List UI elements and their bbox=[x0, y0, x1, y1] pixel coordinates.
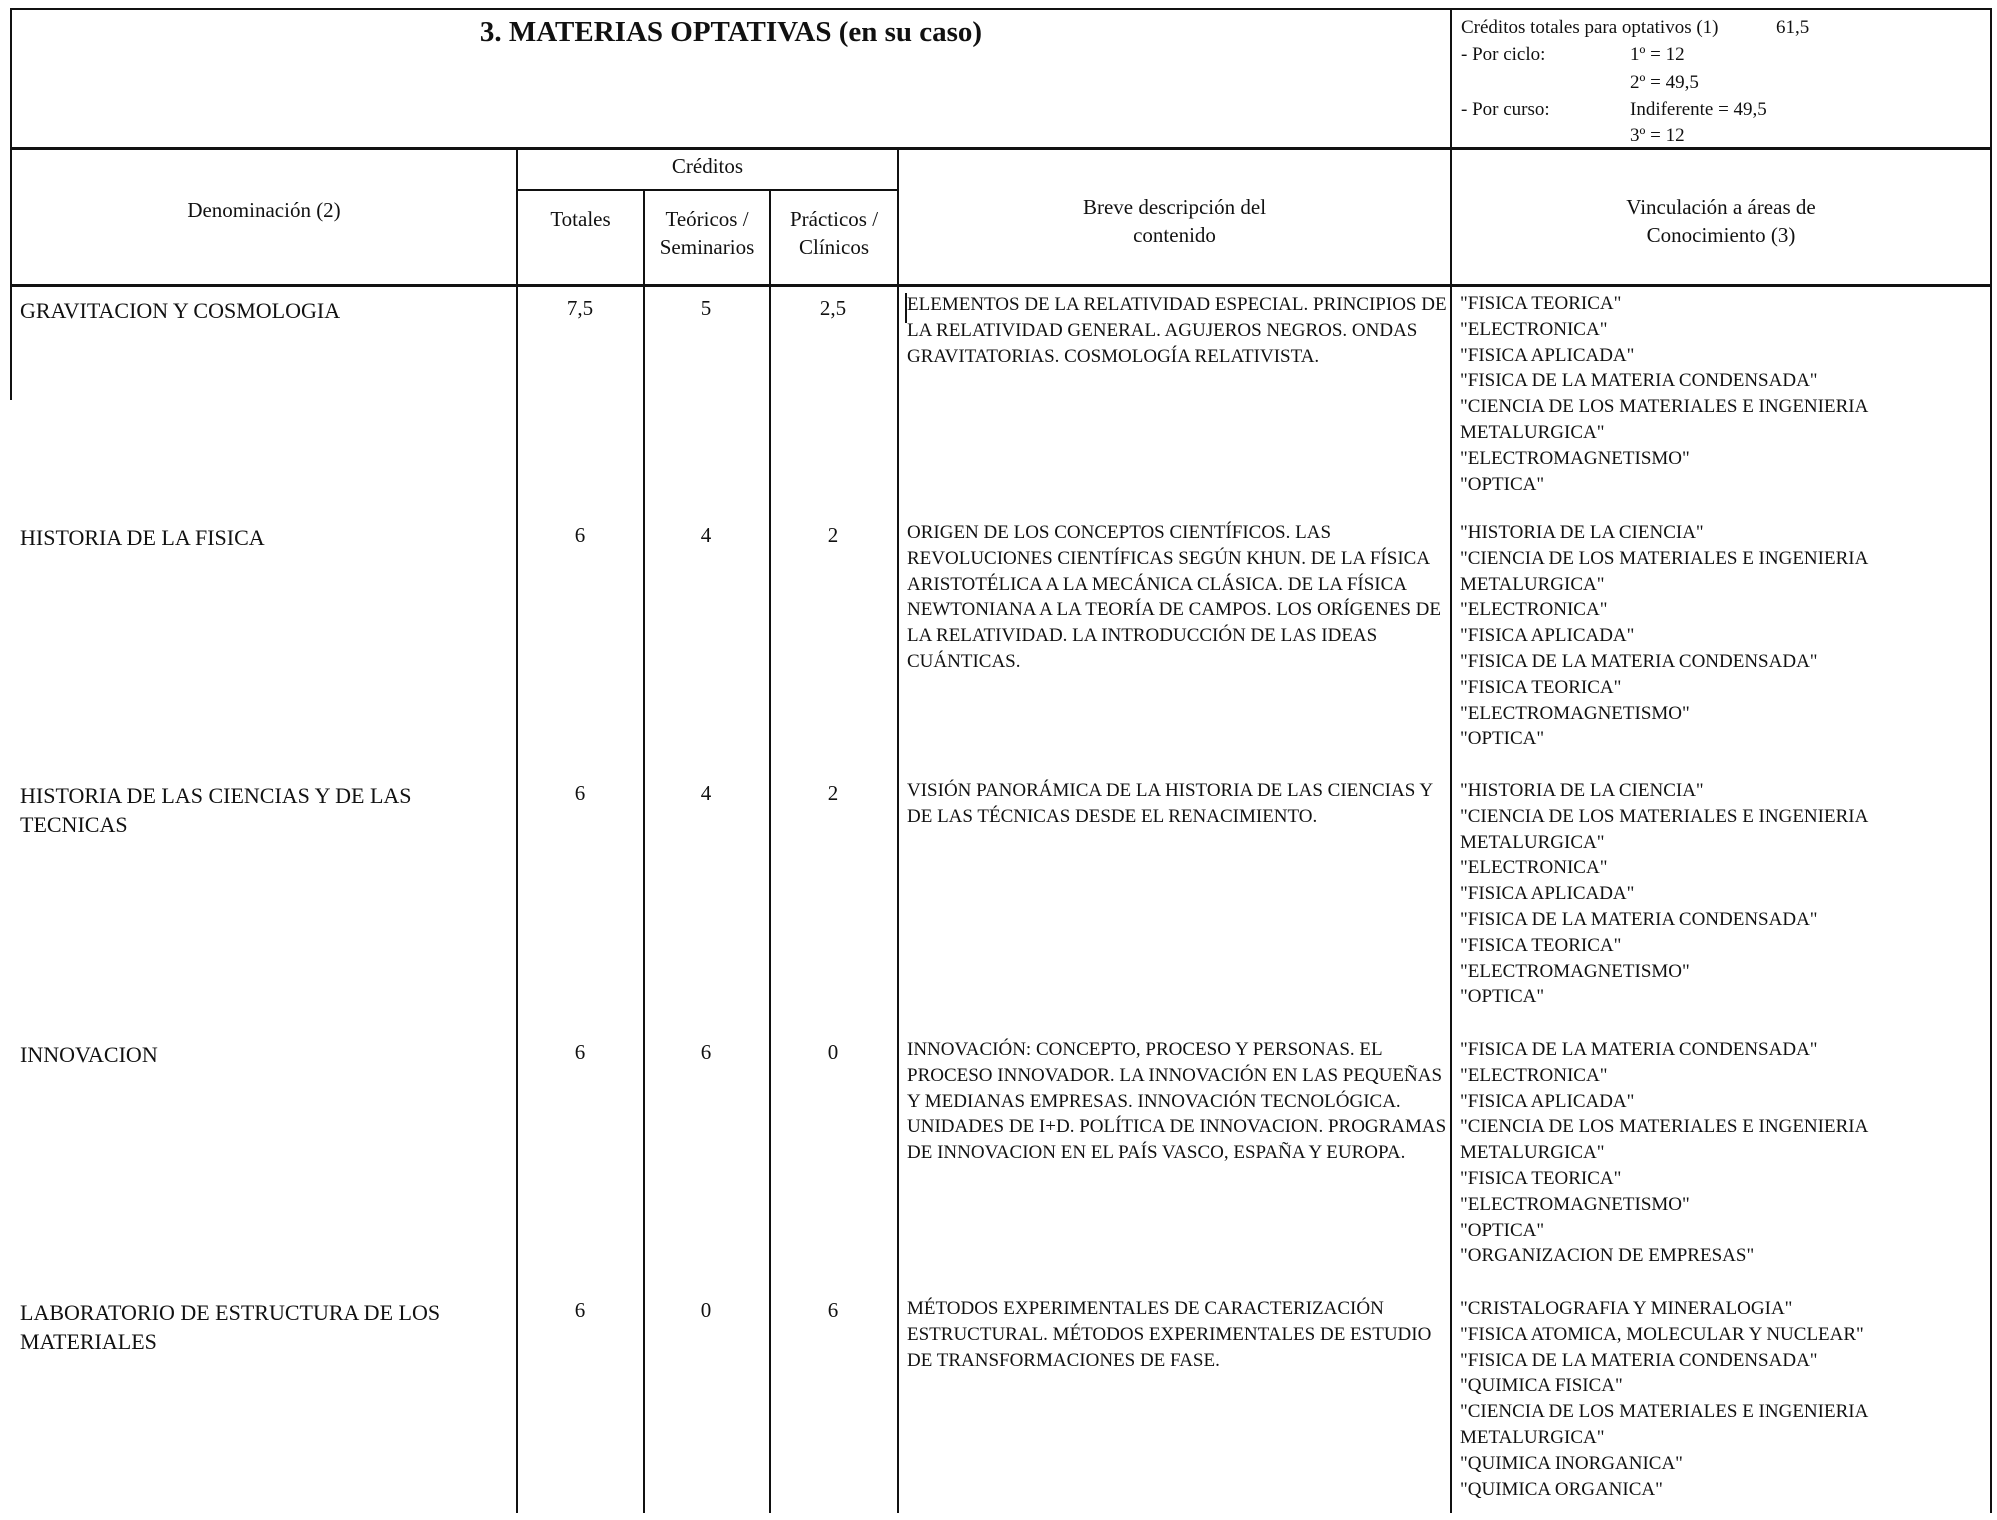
row-5-totales: 6 bbox=[574, 1298, 586, 1322]
row-4-area: "ELECTRONICA" bbox=[1460, 1064, 1608, 1086]
row-2-area: "FISICA APLICADA" bbox=[1460, 625, 1635, 647]
creditos-sub-rule bbox=[516, 189, 899, 191]
row-1-area: "OPTICA" bbox=[1460, 473, 1545, 495]
header-practicos-line2: Clínicos bbox=[798, 235, 869, 259]
row-3-area: "ELECTRONICA" bbox=[1460, 857, 1608, 879]
row-3-practicos: 2 bbox=[827, 781, 839, 805]
frame-top bbox=[10, 8, 1992, 10]
row-5-area: "CRISTALOGRAFIA Y MINERALOGIA" bbox=[1460, 1298, 1793, 1319]
credits-ciclo-1: 1º = 12 bbox=[1630, 44, 1685, 65]
frame-left-lower bbox=[10, 285, 12, 400]
row-2-area: "OPTICA" bbox=[1460, 728, 1545, 750]
row-2-area: "HISTORIA DE LA CIENCIA" bbox=[1460, 522, 1704, 543]
header-totales: Totales bbox=[550, 207, 611, 231]
row-4-totales: 6 bbox=[574, 1040, 586, 1064]
row-4-area: "OPTICA" bbox=[1460, 1219, 1545, 1241]
col-line-2 bbox=[643, 189, 645, 1513]
row-2-area: "CIENCIA DE LOS MATERIALES E INGENIERIA METALURGICA" bbox=[1460, 547, 1868, 595]
row-2-area: "FISICA TEORICA" bbox=[1460, 676, 1622, 698]
row-1-area: "FISICA TEORICA" bbox=[1460, 293, 1622, 314]
row-3-teoricos: 4 bbox=[700, 781, 712, 805]
row-1-totales: 7,5 bbox=[566, 296, 594, 320]
row-3-area: "HISTORIA DE LA CIENCIA" bbox=[1460, 780, 1704, 801]
header-practicos bbox=[771, 205, 897, 261]
row-4-area: "ORGANIZACION DE EMPRESAS" bbox=[1460, 1245, 1755, 1267]
row-4-description: INNOVACIÓN: CONCEPTO, PROCESO Y PERSONAS. EL PROCESO INNOVADOR. LA INNOVACIÓN EN LAS PEQUEÑAS Y MEDIANAS EMPRESAS. INNOVACIÓN TECNOLÓGICA. UNIDADES DE I+D. POLÍTICA DE INNOVACION. PROGRAMAS DE INNOVACION EN EL PAÍS VASCO, ESPAÑA Y EUROPA. bbox=[907, 1039, 1447, 1164]
row-3-area: "FISICA DE LA MATERIA CONDENSADA" bbox=[1460, 908, 1818, 930]
row-3-area: "FISICA APLICADA" bbox=[1460, 883, 1635, 905]
row-5-name: LABORATORIO DE ESTRUCTURA DE LOS MATERIALES bbox=[20, 1300, 441, 1354]
row-1-area: "CIENCIA DE LOS MATERIALES E INGENIERIA METALURGICA" bbox=[1460, 396, 1868, 443]
page-title: 3. MATERIAS OPTATIVAS (en su caso) bbox=[479, 16, 983, 48]
row-1-practicos: 2,5 bbox=[819, 296, 847, 320]
row-4-areas bbox=[1460, 1037, 1990, 1269]
header-teoricos-line1: Teóricos / bbox=[665, 207, 749, 231]
row-5-area: "FISICA DE LA MATERIA CONDENSADA" bbox=[1460, 1349, 1818, 1371]
row-2-name: HISTORIA DE LA FISICA bbox=[20, 525, 265, 550]
credits-total-label: Créditos totales para optativos (1) bbox=[1461, 17, 1719, 38]
credits-total-value: 61,5 bbox=[1776, 17, 1810, 38]
row-2-areas bbox=[1460, 520, 1990, 752]
row-4-area: "CIENCIA DE LOS MATERIALES E INGENIERIA METALURGICA" bbox=[1460, 1116, 1868, 1164]
row-1-areas bbox=[1460, 291, 1990, 497]
row-1-area: "ELECTROMAGNETISMO" bbox=[1460, 447, 1690, 469]
row-4-teoricos: 6 bbox=[700, 1040, 712, 1064]
header-descripcion-line2: contenido bbox=[1133, 223, 1216, 247]
header-creditos: Créditos bbox=[671, 154, 744, 178]
row-1-teoricos: 5 bbox=[700, 296, 712, 320]
row-4-area: "ELECTROMAGNETISMO" bbox=[1460, 1193, 1690, 1215]
row-1-area: "ELECTRONICA" bbox=[1460, 318, 1608, 340]
row-5-area: "FISICA ATOMICA, MOLECULAR Y NUCLEAR" bbox=[1460, 1323, 1864, 1345]
row-3-name: HISTORIA DE LAS CIENCIAS Y DE LAS TECNICAS bbox=[20, 783, 412, 837]
header-practicos-line1: Prácticos / bbox=[789, 207, 879, 231]
row-4-practicos: 0 bbox=[827, 1040, 839, 1064]
credits-ciclo-2: 2º = 49,5 bbox=[1630, 72, 1699, 93]
row-2-totales: 6 bbox=[574, 523, 586, 547]
row-3-area: "CIENCIA DE LOS MATERIALES E INGENIERIA METALURGICA" bbox=[1460, 805, 1868, 853]
row-2-area: "ELECTROMAGNETISMO" bbox=[1460, 702, 1690, 724]
row-1-area: "FISICA APLICADA" bbox=[1460, 344, 1635, 366]
row-5-teoricos: 0 bbox=[700, 1298, 712, 1322]
header-descripcion-line1: Breve descripción del bbox=[1082, 195, 1267, 219]
credits-curso-label: - Por curso: bbox=[1461, 99, 1550, 120]
row-3-areas bbox=[1460, 778, 1990, 1010]
row-3-description: VISIÓN PANORÁMICA DE LA HISTORIA DE LAS CIENCIAS Y DE LAS TÉCNICAS DESDE EL RENACIMIENTO. bbox=[907, 780, 1433, 827]
row-4-name: INNOVACION bbox=[20, 1042, 158, 1067]
header-descripcion bbox=[899, 193, 1450, 249]
header-vinculacion-line1: Vinculación a áreas de bbox=[1626, 195, 1816, 219]
row-5-area: "CIENCIA DE LOS MATERIALES E INGENIERIA METALURGICA" bbox=[1460, 1401, 1868, 1448]
row-1-description: ELEMENTOS DE LA RELATIVIDAD ESPECIAL. PRINCIPIOS DE LA RELATIVIDAD GENERAL. AGUJEROS NEGROS. ONDAS GRAVITATORIAS. COSMOLOGÍA RELATIVISTA. bbox=[907, 294, 1447, 367]
row-5-area: "QUIMICA INORGANICA" bbox=[1460, 1452, 1683, 1474]
credits-curso-indiferente: Indiferente = 49,5 bbox=[1630, 99, 1767, 120]
row-3-area: "FISICA TEORICA" bbox=[1460, 934, 1622, 956]
row-4-area: "FISICA APLICADA" bbox=[1460, 1090, 1635, 1112]
row-5-area: "QUIMICA ORGANICA" bbox=[1460, 1478, 1663, 1500]
col-line-3 bbox=[769, 189, 771, 1513]
row-3-area: "OPTICA" bbox=[1460, 986, 1545, 1008]
row-2-teoricos: 4 bbox=[700, 523, 712, 547]
frame-right bbox=[1990, 8, 1992, 1513]
title-bottom-rule bbox=[10, 147, 1992, 150]
row-2-description: ORIGEN DE LOS CONCEPTOS CIENTÍFICOS. LAS REVOLUCIONES CIENTÍFICAS SEGÚN KHUN. DE LA FÍSICA ARISTOTÉLICA A LA MECÁNICA CLÁSICA. DE LA FÍSICA NEWTONIANA A LA TEORÍA DE CAMPOS. LOS ORÍGENES DE LA RELATIVIDAD. LA INTRODUCCIÓN DE LAS IDEAS CUÁNTICAS. bbox=[907, 522, 1441, 672]
credits-curso-3: 3º = 12 bbox=[1630, 125, 1685, 146]
header-vinculacion bbox=[1452, 193, 1990, 249]
row-5-areas bbox=[1460, 1296, 1990, 1502]
row-2-practicos: 2 bbox=[827, 523, 839, 547]
row-3-area: "ELECTROMAGNETISMO" bbox=[1460, 960, 1690, 982]
row-2-area: "ELECTRONICA" bbox=[1460, 599, 1608, 621]
row-4-area: "FISICA DE LA MATERIA CONDENSADA" bbox=[1460, 1039, 1818, 1060]
row-3-totales: 6 bbox=[574, 781, 586, 805]
row-1-name: GRAVITACION Y COSMOLOGIA bbox=[20, 298, 341, 323]
col-line-1 bbox=[516, 148, 518, 1513]
row-5-practicos: 6 bbox=[827, 1298, 839, 1322]
header-denominacion: Denominación (2) bbox=[187, 198, 341, 222]
row-2-area: "FISICA DE LA MATERIA CONDENSADA" bbox=[1460, 650, 1818, 672]
header-teoricos bbox=[645, 205, 769, 261]
header-bottom-rule bbox=[10, 284, 1992, 287]
header-vinculacion-line2: Conocimiento (3) bbox=[1646, 223, 1796, 247]
row-1-area: "FISICA DE LA MATERIA CONDENSADA" bbox=[1460, 370, 1818, 392]
row-4-area: "FISICA TEORICA" bbox=[1460, 1167, 1622, 1189]
credits-ciclo-label: - Por ciclo: bbox=[1461, 44, 1546, 65]
row-5-description: MÉTODOS EXPERIMENTALES DE CARACTERIZACIÓN ESTRUCTURAL. MÉTODOS EXPERIMENTALES DE ESTUDIO DE TRANSFORMACIONES DE FASE. bbox=[907, 1298, 1432, 1371]
col-line-4 bbox=[897, 148, 899, 1513]
header-teoricos-line2: Seminarios bbox=[659, 235, 755, 259]
row-5-area: "QUIMICA FISICA" bbox=[1460, 1375, 1623, 1397]
